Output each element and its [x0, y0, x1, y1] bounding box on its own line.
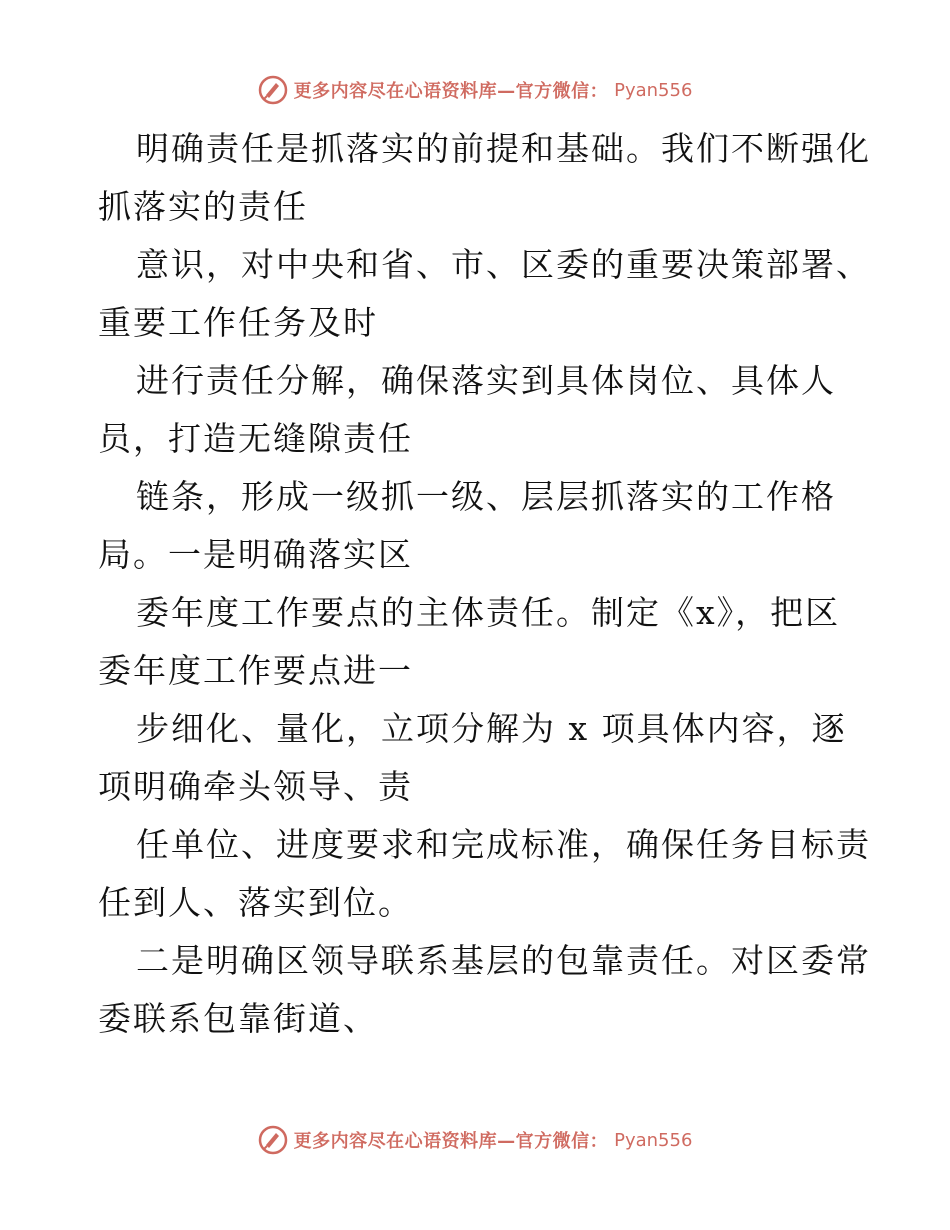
watermark-text: 更多内容尽在心语资料库—官方微信： — [293, 1131, 609, 1152]
watermark-logo-icon — [258, 75, 288, 105]
paragraph-continuation: 任到人、落实到位。 — [98, 883, 413, 922]
watermark-text: 更多内容尽在心语资料库—官方微信： — [293, 81, 609, 102]
paragraph-continuation: 员，打造无缝隙责任 — [98, 419, 413, 458]
paragraph — [98, 816, 871, 932]
paragraph — [98, 932, 871, 1048]
paragraph-first-line: 明确责任是抓落实的前提和基础。我们不断强化 — [136, 129, 871, 168]
paragraph-continuation: 项明确牵头领导、责 — [98, 767, 413, 806]
paragraph-continuation: 委年度工作要点进一 — [98, 651, 413, 690]
document-body — [98, 120, 871, 1048]
paragraph-continuation: 抓落实的责任 — [98, 187, 308, 226]
paragraph-continuation: 委联系包靠街道、 — [98, 999, 378, 1038]
paragraph-first-line: 委年度工作要点的主体责任。制定《x》，把区 — [136, 593, 841, 632]
watermark-logo-icon — [258, 1125, 288, 1155]
paragraph-first-line: 链条，形成一级抓一级、层层抓落实的工作格 — [136, 477, 836, 516]
paragraph-continuation: 局。一是明确落实区 — [98, 535, 413, 574]
paragraph-first-line: 任单位、进度要求和完成标准，确保任务目标责 — [136, 825, 871, 864]
paragraph — [98, 584, 858, 700]
header-watermark — [0, 70, 950, 110]
paragraph — [98, 352, 858, 468]
paragraph-first-line: 进行责任分解，确保落实到具体岗位、具体人 — [136, 361, 836, 400]
footer-watermark — [0, 1120, 950, 1160]
paragraph — [98, 120, 871, 236]
paragraph — [98, 700, 858, 816]
paragraph-continuation: 重要工作任务及时 — [98, 303, 378, 342]
paragraph — [98, 468, 858, 584]
paragraph — [98, 236, 871, 352]
watermark-id: Pyan556 — [614, 79, 693, 101]
paragraph-first-line: 步细化、量化，立项分解为 x 项具体内容，逐 — [136, 709, 847, 748]
paragraph-first-line: 二是明确区领导联系基层的包靠责任。对区委常 — [136, 941, 871, 980]
watermark-id: Pyan556 — [614, 1129, 693, 1151]
paragraph-first-line: 意识，对中央和省、市、区委的重要决策部署、 — [136, 245, 871, 284]
